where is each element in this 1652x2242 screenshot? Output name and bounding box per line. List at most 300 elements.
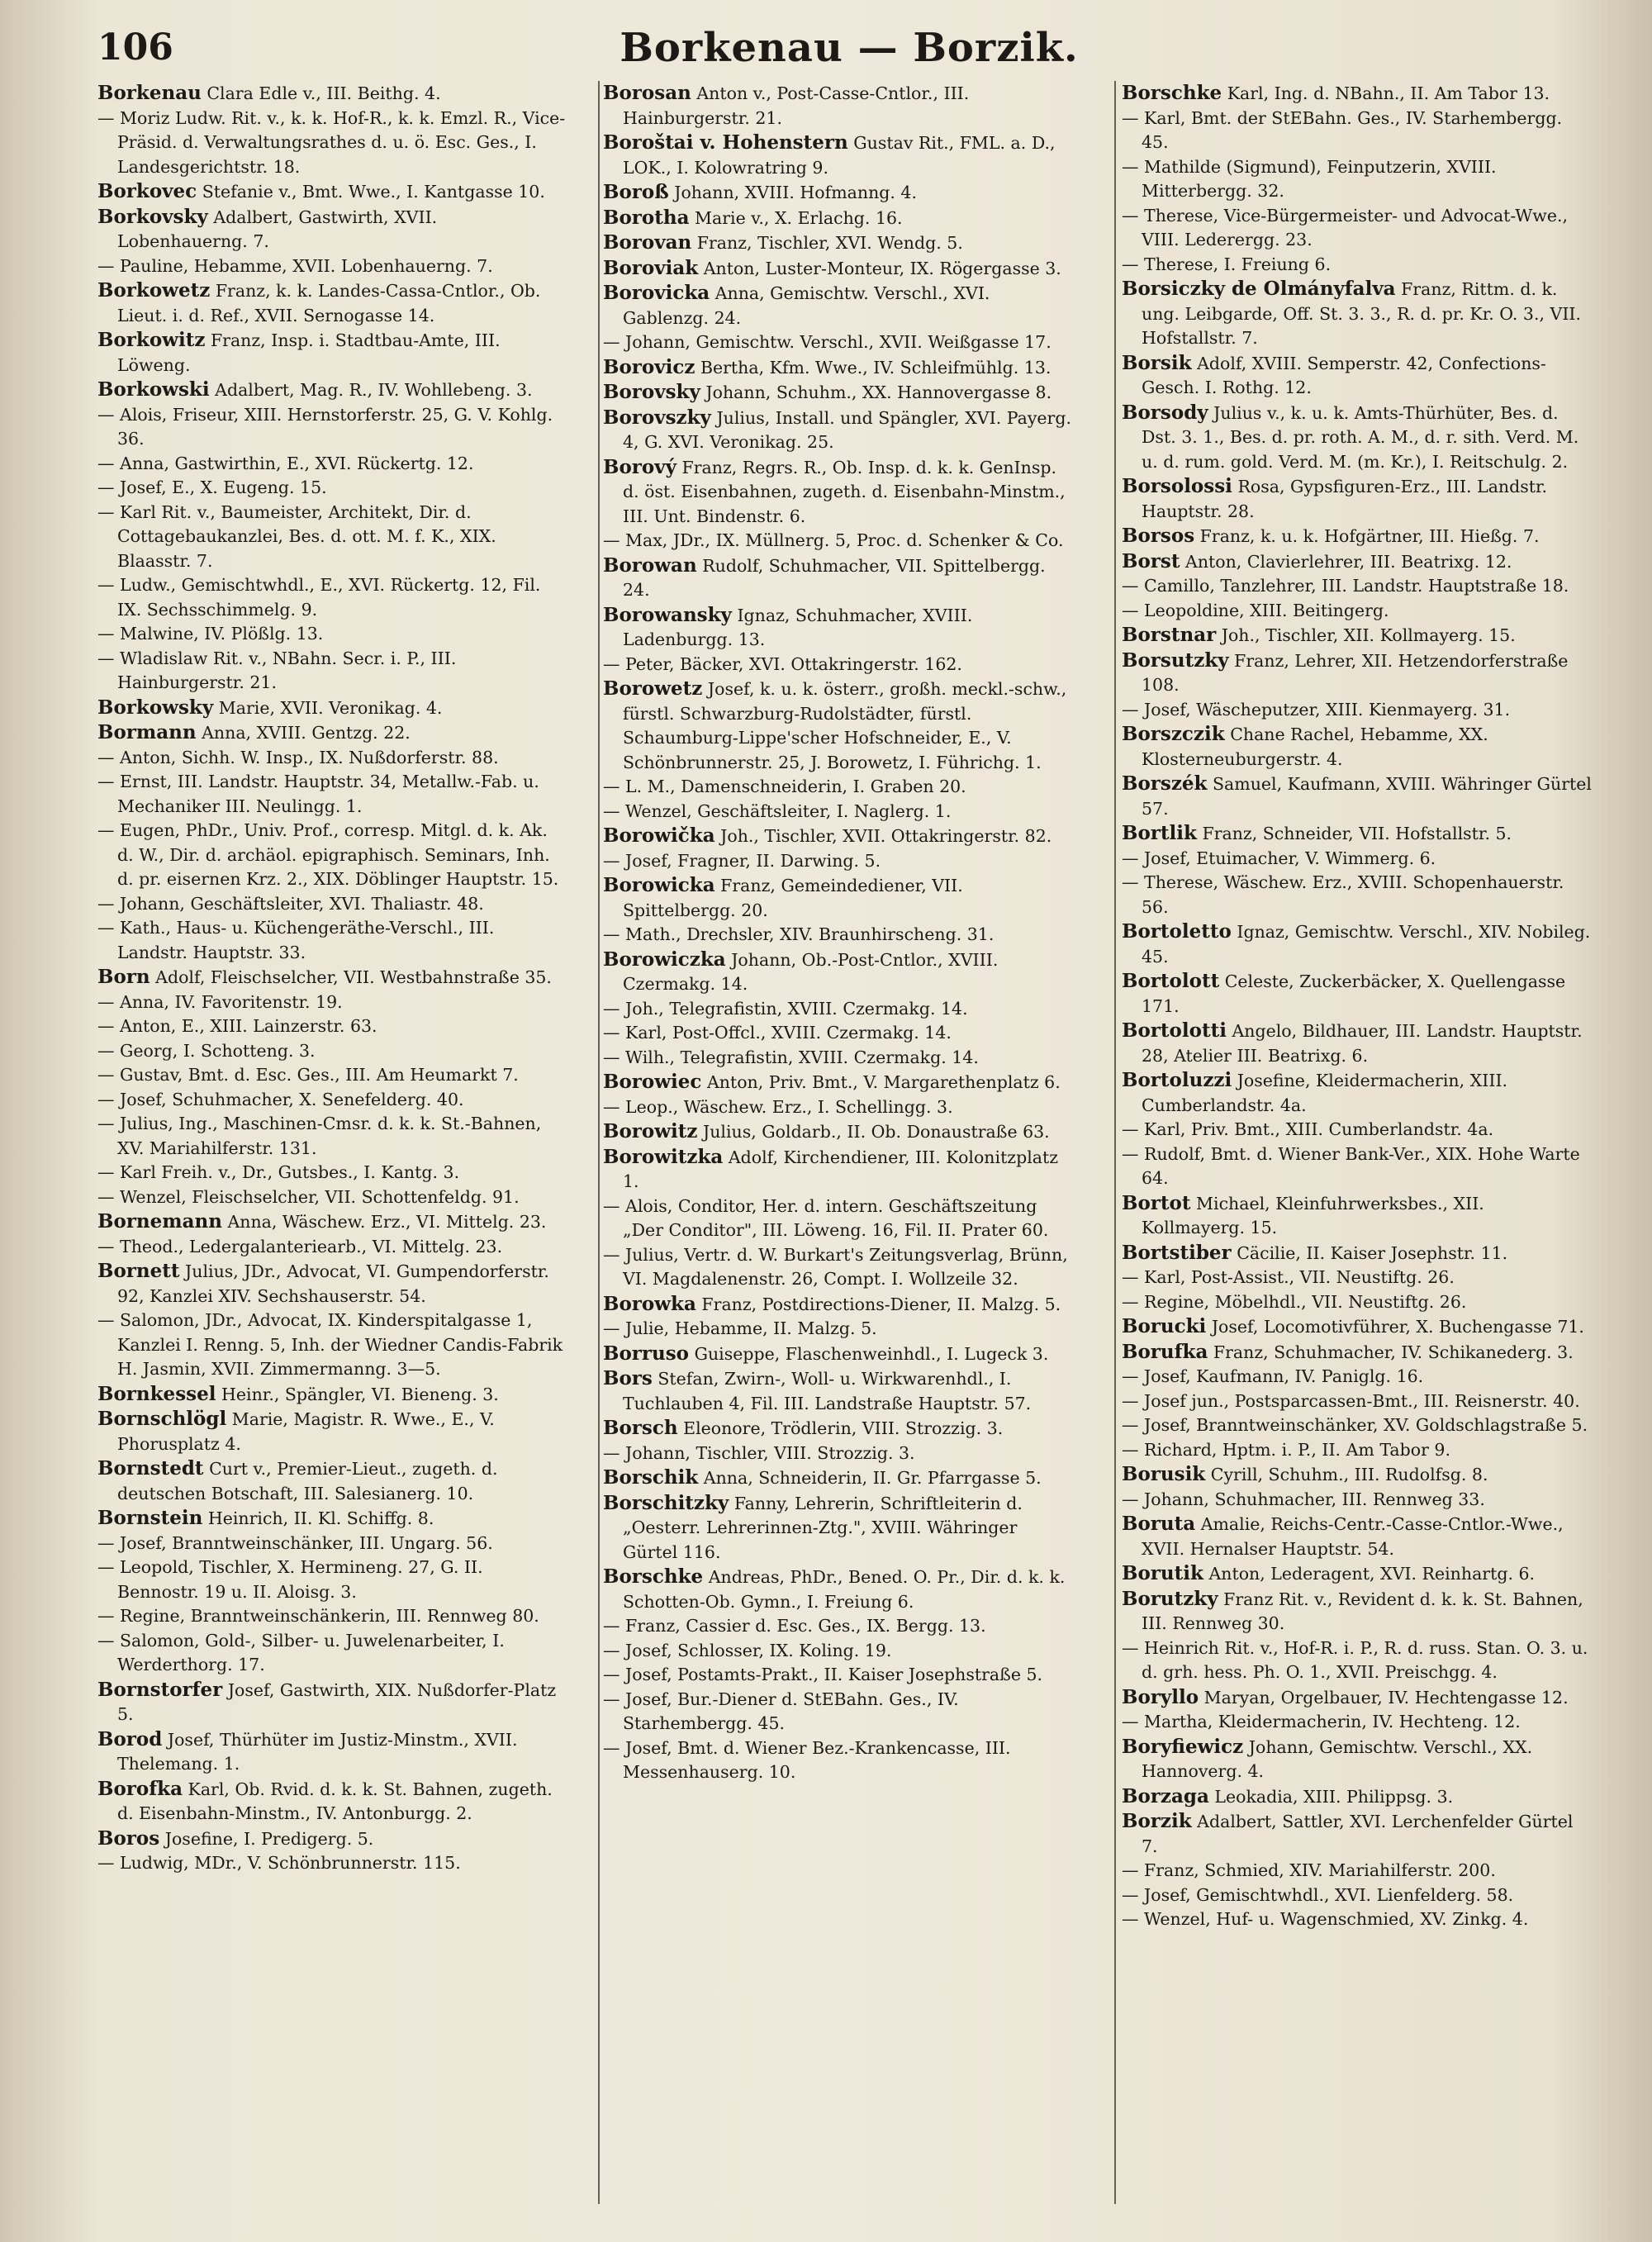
entry-text: Celeste, Zuckerbäcker, X. Quellengasse 171.: [1142, 971, 1566, 1016]
directory-entry: [97, 179, 568, 205]
directory-entry: [603, 1416, 1074, 1442]
directory-entry: [97, 1309, 568, 1382]
entry-surname: Borschik: [603, 1466, 699, 1489]
directory-entry: [603, 553, 1074, 603]
entry-surname: Boroß: [603, 181, 669, 203]
entry-text: Julius, Goldarb., II. Ob. Donaustraße 63.: [703, 1122, 1050, 1142]
directory-entry: [1122, 1118, 1593, 1142]
entry-text: — Josef, Branntweinschänker, III. Ungarg. 56.: [97, 1532, 493, 1553]
directory-entry: [1122, 1488, 1593, 1513]
directory-entry: [603, 256, 1074, 282]
entry-text: — Therese, Wäschew. Erz., XVIII. Schopenhauerstr. 56.: [1122, 872, 1564, 917]
directory-entry: [1122, 1290, 1593, 1315]
directory-entry: [97, 107, 568, 180]
entry-surname: Bortot: [1122, 1191, 1191, 1214]
directory-entry: [1122, 107, 1593, 155]
entry-surname: Borsolossi: [1122, 475, 1232, 497]
entry-surname: Borschke: [603, 1565, 704, 1588]
directory-entry: [1122, 722, 1593, 772]
directory-entry: [1122, 1587, 1593, 1636]
entry-surname: Borowansky: [603, 603, 732, 626]
entry-text: Bertha, Kfm. Wwe., IV. Schleifmühlg. 13.: [700, 357, 1051, 378]
entry-text: Anna, Gemischtw. Verschl., XVI. Gablenzg. 24.: [623, 283, 990, 328]
directory-entry: [603, 1195, 1074, 1243]
directory-entry: [603, 1736, 1074, 1785]
directory-entry: [97, 1259, 568, 1309]
directory-entry: [1122, 1389, 1593, 1414]
entry-surname: Bornkessel: [97, 1382, 216, 1405]
directory-entry: [97, 328, 568, 378]
directory-entry: [97, 720, 568, 746]
entry-text: — Josef, Etuimacher, V. Wimmerg. 6.: [1122, 848, 1436, 868]
directory-entry: [1122, 1019, 1593, 1068]
directory-entry: [1122, 1809, 1593, 1859]
directory-entry: [97, 1039, 568, 1064]
directory-entry: [1122, 1907, 1593, 1932]
directory-entry: [97, 1161, 568, 1185]
entry-surname: Borowicka: [603, 874, 715, 896]
entry-text: Julius, JDr., Advocat, VI. Gumpendorferstr. 92, Kanzlei XIV. Sechshauserstr. 54.: [117, 1261, 549, 1306]
entry-text: — Josef, Fragner, II. Darwing. 5.: [603, 850, 881, 871]
directory-entry: [1122, 1883, 1593, 1908]
directory-entry: [1122, 1413, 1593, 1438]
directory-entry: [1122, 1068, 1593, 1118]
entry-text: Franz Rit. v., Revident d. k. k. St. Bahnen, III. Rennweg 30.: [1142, 1589, 1583, 1633]
entry-surname: Borzaga: [1122, 1784, 1209, 1807]
directory-entry: [603, 131, 1074, 180]
directory-entry: [1122, 81, 1593, 107]
entry-text: Gustav Rit., FML. a. D., LOK., I. Kolowratring 9.: [623, 133, 1056, 178]
directory-entry: [603, 206, 1074, 231]
directory-entry: [603, 800, 1074, 824]
entry-text: — Wenzel, Huf- u. Wagenschmied, XV. Zinkg. 4.: [1122, 1909, 1529, 1929]
directory-entry: [97, 770, 568, 819]
entry-text: Heinrich, II. Kl. Schiffg. 8.: [207, 1508, 434, 1528]
entry-surname: Boryllo: [1122, 1685, 1199, 1708]
entry-surname: Borszczik: [1122, 723, 1225, 745]
entry-surname: Borsik: [1122, 351, 1192, 374]
entry-text: — Johann, Geschäftsleiter, XVI. Thaliastr. 48.: [97, 893, 484, 914]
entry-text: — Josef, E., X. Eugeng. 15.: [97, 477, 327, 497]
entry-surname: Borutik: [1122, 1562, 1203, 1584]
directory-entry: [97, 622, 568, 647]
entry-text: Rudolf, Schuhmacher, VII. Spittelbergg. 24.: [623, 555, 1046, 600]
entry-surname: Boryfiewicz: [1122, 1735, 1244, 1758]
entry-text: Amalie, Reichs-Centr.-Casse-Cntlor.-Wwe., XVII. Hernalser Hauptstr. 54.: [1142, 1514, 1564, 1559]
entry-text: Franz, Rittm. d. k. ung. Leibgarde, Off. St. 3. 3., R. d. pr. Kr. O. 3., VII. Hofstallstr. 7.: [1142, 279, 1582, 348]
directory-entry: [1122, 549, 1593, 575]
entry-text: Franz, Postdirections-Diener, II. Malzg. 5.: [701, 1294, 1061, 1314]
entry-surname: Bortolotti: [1122, 1019, 1227, 1042]
directory-entry: [603, 230, 1074, 256]
entry-surname: Borofka: [97, 1777, 183, 1800]
directory-entry: [1122, 969, 1593, 1019]
entry-text: Franz, Insp. i. Stadtbau-Amte, III. Löweng.: [117, 330, 501, 375]
directory-entry: [1122, 1784, 1593, 1810]
directory-entry: [1122, 1636, 1593, 1685]
entry-text: Adolf, Fleischselcher, VII. Westbahnstraße 35.: [155, 967, 552, 987]
entry-text: Chane Rachel, Hebamme, XX. Klosterneuburgerstr. 4.: [1142, 724, 1488, 769]
entry-text: Anton, Clavierlehrer, III. Beatrixg. 12.: [1185, 551, 1512, 572]
directory-entry: [603, 406, 1074, 455]
entry-text: Franz, Lehrer, XII. Hetzendorferstraße 108.: [1142, 650, 1569, 695]
entry-text: Julius, Install. und Spängler, XVI. Payerg. 4, G. XVI. Veronikag. 25.: [623, 407, 1071, 452]
entry-text: Marie, Magistr. R. Wwe., E., V. Phorusplatz 4.: [117, 1409, 495, 1454]
entry-surname: Born: [97, 966, 150, 988]
entry-text: — Anna, Gastwirthin, E., XVI. Rückertg. 12.: [97, 453, 474, 473]
entry-text: Adolf, Kirchendiener, III. Kolonitzplatz 1.: [623, 1147, 1059, 1191]
directory-entry: [1122, 401, 1593, 475]
directory-entry: [1122, 1314, 1593, 1340]
entry-surname: Borst: [1122, 549, 1180, 572]
entry-surname: Borovicz: [603, 355, 695, 378]
column-1: [97, 81, 568, 2212]
directory-entry: [603, 1614, 1074, 1639]
entry-text: — Regine, Möbelhdl., VII. Neustiftg. 26.: [1122, 1291, 1467, 1312]
entry-text: Josefine, Kleidermacherin, XIII. Cumberlandstr. 4a.: [1142, 1071, 1508, 1115]
directory-entry: [603, 529, 1074, 553]
entry-text: Adolf, XVIII. Semperstr. 42, Confections-Gesch. I. Rothg. 12.: [1142, 353, 1546, 397]
entry-surname: Borkovsky: [97, 205, 208, 228]
directory-entry: [97, 81, 568, 107]
directory-entry: [97, 1604, 568, 1629]
directory-entry: [603, 81, 1074, 131]
directory-entry: [603, 281, 1074, 330]
directory-entry: [1122, 1266, 1593, 1290]
entry-text: Eleonore, Trödlerin, VIII. Strozzig. 3.: [683, 1418, 1004, 1438]
directory-entry: [97, 1826, 568, 1852]
entry-text: — Julius, Vertr. d. W. Burkart's Zeitungsverlag, Brünn, VI. Magdalenenstr. 26, Compt. I. Wollzeile 32.: [603, 1244, 1068, 1289]
entry-surname: Bortolott: [1122, 970, 1220, 992]
entry-text: Fanny, Lehrerin, Schriftleiterin d. „Oesterr. Lehrerinnen-Ztg.", XVIII. Währinger Gürtel 116.: [623, 1493, 1023, 1562]
entry-text: Julius v., k. u. k. Amts-Thürhüter, Bes. d. Dst. 3. 1., Bes. d. pr. roth. A. M., d. r. sith. Verd. M. u. d. rum. gold. Verd. M. (m. Kr.), I. Reitschulg. 2.: [1142, 402, 1579, 472]
directory-entry: [97, 1506, 568, 1532]
directory-entry: [97, 892, 568, 917]
entry-surname: Borkowsky: [97, 696, 214, 719]
entry-text: — Wenzel, Fleischselcher, VII. Schottenfeldg. 91.: [97, 1186, 520, 1207]
entry-text: — Johann, Gemischtw. Verschl., XVII. Weißgasse 17.: [603, 332, 1051, 352]
entry-surname: Borowetz: [603, 677, 703, 700]
entry-text: — Georg, I. Schotteng. 3.: [97, 1040, 316, 1061]
entry-text: Anna, Wäschew. Erz., VI. Mittelg. 23.: [227, 1212, 547, 1232]
directory-entry: [97, 746, 568, 771]
directory-entry: [1122, 698, 1593, 723]
directory-entry: [603, 677, 1074, 775]
entry-text: — Gustav, Bmt. d. Esc. Ges., III. Am Heumarkt 7.: [97, 1065, 519, 1085]
entry-text: — Peter, Bäcker, XVI. Ottakringerstr. 162.: [603, 653, 962, 674]
entry-text: — Malwine, IV. Plößlg. 13.: [97, 624, 324, 644]
entry-surname: Boros: [97, 1826, 160, 1850]
entry-surname: Borosan: [603, 82, 691, 104]
entry-surname: Bors: [603, 1367, 653, 1389]
directory-entry: [603, 1243, 1074, 1292]
directory-entry: [603, 873, 1074, 923]
entry-surname: Borstnar: [1122, 624, 1217, 646]
entry-text: — Joh., Telegrafistin, XVIII. Czermakg. 14.: [603, 998, 968, 1019]
entry-surname: Borsody: [1122, 401, 1208, 424]
entry-text: Samuel, Kaufmann, XVIII. Währinger Gürtel 57.: [1142, 774, 1592, 819]
directory-entry: [1122, 1859, 1593, 1883]
directory-entry: [97, 1777, 568, 1826]
directory-entry: [97, 916, 568, 965]
entry-text: Cyrill, Schuhm., III. Rudolfsg. 8.: [1210, 1465, 1488, 1484]
entry-surname: Borowka: [603, 1292, 696, 1315]
directory-entry: [603, 1639, 1074, 1664]
directory-entry: [1122, 623, 1593, 648]
entry-text: — Wilh., Telegrafistin, XVIII. Czermakg. 14.: [603, 1047, 979, 1067]
entry-text: Anton, Lederagent, XVI. Reinhartg. 6.: [1208, 1564, 1536, 1584]
directory-entry: [603, 824, 1074, 849]
directory-entry: [603, 948, 1074, 997]
entry-surname: Borowitz: [603, 1120, 698, 1142]
directory-entry: [97, 254, 568, 279]
directory-entry: [97, 1556, 568, 1604]
entry-surname: Borutzky: [1122, 1587, 1218, 1610]
entry-text: Franz, Tischler, XVI. Wendg. 5.: [696, 233, 963, 253]
entry-surname: Borod: [97, 1727, 163, 1750]
entry-text: Karl, Ob. Rvid. d. k. k. St. Bahnen, zugeth. d. Eisenbahn-Minstm., IV. Antonburgg. 2.: [117, 1779, 553, 1823]
entry-text: — Anna, IV. Favoritenstr. 19.: [97, 991, 343, 1012]
entry-text: Franz, Schuhmacher, IV. Schikanederg. 3.: [1213, 1342, 1574, 1362]
directory-entry: [603, 1442, 1074, 1466]
entry-text: Franz, k. u. k. Hofgärtner, III. Hießg. 7.: [1199, 526, 1540, 546]
entry-surname: Borovan: [603, 231, 692, 254]
entry-text: — Karl Rit. v., Baumeister, Architekt, Dir. d. Cottagebaukanzlei, Bes. d. ott. M. f. K., XIX. Blaasstr. 7.: [97, 501, 496, 571]
entry-text: — Wenzel, Geschäftsleiter, I. Naglerg. 1.: [603, 800, 952, 821]
entry-surname: Borowička: [603, 824, 715, 847]
entry-surname: Bortlik: [1122, 822, 1197, 844]
entry-text: — Heinrich Rit. v., Hof-R. i. P., R. d. russ. Stan. O. 3. u. d. grh. hess. Ph. O. 1., XVII. Preischgg. 4.: [1122, 1637, 1588, 1682]
entry-text: — Ernst, III. Landstr. Hauptstr. 34, Metallw.-Fab. u. Mechaniker III. Neulingg. 1.: [97, 772, 539, 816]
directory-entry: [603, 1070, 1074, 1095]
entry-text: Joh., Tischler, XVII. Ottakringerstr. 82.: [720, 826, 1052, 846]
directory-entry: [1122, 1142, 1593, 1191]
directory-entry: [97, 1851, 568, 1876]
entry-text: Maryan, Orgelbauer, IV. Hechtengasse 12.: [1203, 1687, 1569, 1708]
entry-surname: Bornstedt: [97, 1457, 204, 1480]
entry-text: Franz, Schneider, VII. Hofstallstr. 5.: [1202, 824, 1512, 843]
entry-text: Marie, XVII. Veronikag. 4.: [218, 697, 443, 718]
entry-text: Clara Edle v., III. Beithg. 4.: [206, 83, 441, 103]
entry-surname: Bortstiber: [1122, 1241, 1232, 1264]
directory-entry: [97, 1532, 568, 1556]
directory-columns: [97, 81, 1601, 2212]
entry-surname: Borruso: [603, 1342, 690, 1365]
directory-entry: [603, 380, 1074, 406]
entry-text: Franz, Gemeindediener, VII. Spittelbergg. 20.: [623, 876, 963, 920]
entry-text: — Josef, Wäscheputzer, XIII. Kienmayerg. 31.: [1122, 699, 1511, 720]
entry-text: Johann, Ob.-Post-Cntlor., XVIII. Czermakg. 14.: [623, 949, 999, 994]
directory-entry: [1122, 1685, 1593, 1711]
entry-surname: Boroštai v. Hohenstern: [603, 131, 848, 154]
directory-entry: [603, 455, 1074, 530]
entry-text: Stefan, Zwirn-, Woll- u. Wirkwarenhdl., I. Tuchlauben 4, Fil. III. Landstraße Hauptstr. 57.: [623, 1369, 1032, 1413]
entry-text: — Karl, Post-Assist., VII. Neustiftg. 26.: [1122, 1267, 1455, 1287]
column-3: [1122, 81, 1593, 2212]
directory-entry: [97, 1014, 568, 1039]
entry-surname: Borkenau: [97, 82, 202, 104]
entry-text: Franz, Regrs. R., Ob. Insp. d. k. k. GenInsp. d. öst. Eisenbahnen, zugeth. d. Eisenbahn-Minstm., III. Unt. Bindenstr. 6.: [623, 457, 1066, 526]
entry-text: — Therese, I. Freiung 6.: [1122, 254, 1332, 274]
entry-text: — Mathilde (Sigmund), Feinputzerin, XVIII. Mitterbergg. 32.: [1122, 156, 1497, 201]
entry-surname: Borový: [603, 455, 676, 478]
entry-text: Adalbert, Gastwirth, XVII. Lobenhauerng. 7.: [117, 207, 438, 251]
directory-entry: [1122, 524, 1593, 549]
entry-surname: Borkowitz: [97, 329, 206, 351]
entry-text: Josef, Thürhüter im Justiz-Minstm., XVII. Thelemang. 1.: [117, 1729, 518, 1774]
entry-surname: Borufka: [1122, 1340, 1208, 1363]
entry-surname: Borschke: [1122, 82, 1222, 104]
directory-entry: [1122, 1365, 1593, 1389]
entry-surname: Borowiczka: [603, 948, 726, 971]
entry-text: Karl, Ing. d. NBahn., II. Am Tabor 13.: [1227, 83, 1550, 103]
directory-entry: [1122, 1241, 1593, 1266]
entry-text: Cäcilie, II. Kaiser Josephstr. 11.: [1237, 1242, 1508, 1263]
directory-entry: [97, 1112, 568, 1161]
directory-entry: [97, 1727, 568, 1777]
directory-entry: [97, 1185, 568, 1210]
entry-text: Angelo, Bildhauer, III. Landstr. Hauptstr. 28, Atelier III. Beatrixg. 6.: [1142, 1021, 1583, 1066]
entry-text: — Josef jun., Postsparcassen-Bmt., III. Reisnerstr. 40.: [1122, 1390, 1580, 1411]
entry-text: — Alois, Friseur, XIII. Hernstorferstr. 25, G. V. Kohlg. 36.: [97, 404, 553, 449]
entry-text: Adalbert, Sattler, XVI. Lerchenfelder Gürtel 7.: [1142, 1812, 1574, 1856]
entry-surname: Bortoluzzi: [1122, 1069, 1232, 1091]
directory-entry: [603, 330, 1074, 355]
directory-entry: [1122, 351, 1593, 401]
entry-text: — Theod., Ledergalanteriearb., VI. Mittelg. 23.: [97, 1236, 503, 1256]
entry-surname: Borkowski: [97, 378, 210, 401]
entry-text: Anton, Priv. Bmt., V. Margarethenplatz 6.: [706, 1072, 1061, 1092]
directory-entry: [1122, 648, 1593, 698]
entry-surname: Bornstorfer: [97, 1678, 223, 1701]
entry-text: Michael, Kleinfuhrwerksbes., XII. Kollmayerg. 15.: [1142, 1193, 1484, 1237]
directory-entry: [603, 603, 1074, 653]
entry-text: — Leop., Wäschew. Erz., I. Schellingg. 3.: [603, 1096, 953, 1117]
entry-surname: Borszék: [1122, 772, 1208, 795]
entry-text: Ignaz, Schuhmacher, XVIII. Ladenburgg. 13.: [623, 605, 973, 649]
entry-surname: Boroviak: [603, 256, 699, 279]
entry-text: Rosa, Gypsfiguren-Erz., III. Landstr. Hauptstr. 28.: [1142, 477, 1548, 521]
entry-text: Leokadia, XIII. Philippsg. 3.: [1214, 1786, 1454, 1807]
entry-surname: Borsiczky de Olmányfalva: [1122, 278, 1396, 300]
entry-text: — Salomon, Gold-, Silber- u. Juwelenarbeiter, I. Werderthorg. 17.: [97, 1630, 505, 1674]
directory-entry: [1122, 919, 1593, 969]
entry-text: Anton v., Post-Casse-Cntlor., III. Hainburgerstr. 21.: [623, 83, 970, 128]
entry-text: — Max, JDr., IX. Müllnerg. 5, Proc. d. Schenker & Co.: [603, 530, 1064, 550]
entry-surname: Borsutzky: [1122, 648, 1229, 672]
directory-entry: [603, 1663, 1074, 1688]
entry-surname: Borzik: [1122, 1810, 1192, 1832]
entry-text: — Karl Freih. v., Dr., Gutsbes., I. Kantg. 3.: [97, 1162, 460, 1182]
entry-text: Anton, Luster-Monteur, IX. Rögergasse 3.: [703, 258, 1061, 278]
directory-entry: [603, 180, 1074, 206]
directory-entry: [97, 1088, 568, 1113]
directory-entry: [97, 990, 568, 1015]
directory-entry: [1122, 155, 1593, 204]
entry-surname: Borschitzky: [603, 1491, 729, 1514]
entry-text: — Therese, Vice-Bürgermeister- und Advocat-Wwe., VIII. Lederergg. 23.: [1122, 205, 1568, 249]
entry-text: Stefanie v., Bmt. Wwe., I. Kantgasse 10.: [202, 182, 545, 202]
directory-entry: [97, 819, 568, 892]
directory-entry: [1122, 474, 1593, 524]
directory-entry: [1122, 599, 1593, 624]
entry-text: — Kath., Haus- u. Küchengeräthe-Verschl., III. Landstr. Hauptstr. 33.: [97, 918, 495, 962]
page-header: [97, 18, 1601, 76]
entry-text: Johann, Gemischtw. Verschl., XX. Hannoverg. 4.: [1142, 1736, 1533, 1781]
page-number: 106: [97, 26, 173, 69]
entry-surname: Borucki: [1122, 1315, 1207, 1337]
entry-surname: Borovicka: [603, 282, 710, 304]
entry-surname: Bornschlögl: [97, 1408, 227, 1430]
entry-surname: Borsos: [1122, 525, 1195, 547]
entry-text: — Camillo, Tanzlehrer, III. Landstr. Hauptstraße 18.: [1122, 576, 1569, 596]
entry-text: — Josef, Kaufmann, IV. Paniglg. 16.: [1122, 1366, 1424, 1386]
entry-surname: Boruta: [1122, 1513, 1196, 1535]
entry-text: — Anton, Sichh. W. Insp., IX. Nußdorferstr. 88.: [97, 747, 499, 767]
entry-surname: Bornett: [97, 1260, 180, 1282]
entry-text: Johann, XVIII. Hofmanng. 4.: [674, 183, 917, 202]
directory-entry: [603, 1046, 1074, 1071]
directory-entry: [97, 1382, 568, 1408]
entry-text: — Karl, Priv. Bmt., XIII. Cumberlandstr. 4a.: [1122, 1119, 1494, 1139]
entry-text: — Josef, Postamts-Prakt., II. Kaiser Josephstraße 5.: [603, 1665, 1043, 1684]
directory-entry: [603, 1565, 1074, 1614]
directory-entry: [97, 1407, 568, 1456]
directory-entry: [97, 452, 568, 477]
directory-entry: [1122, 204, 1593, 253]
entry-text: — Salomon, JDr., Advocat, IX. Kinderspitalgasse 1, Kanzlei I. Renng. 5, Inh. der Wiedner Candis-Fabrik H. Jasmin, XVII. Zimmermanng. 3—5.: [97, 1310, 563, 1379]
entry-text: — Richard, Hptm. i. P., II. Am Tabor 9.: [1122, 1439, 1450, 1460]
directory-entry: [603, 1095, 1074, 1120]
entry-text: — Karl, Bmt. der StEBahn. Ges., IV. Starhembergg. 45.: [1122, 107, 1563, 152]
directory-entry: [603, 1119, 1074, 1145]
entry-text: — Moriz Ludw. Rit. v., k. k. Hof-R., k. k. Emzl. R., Vice-Präsid. d. Verwaltungsrathes d. u. ö. Esc. Ges., I. Landesgerichtstr. 18.: [97, 107, 566, 177]
directory-entry: [1122, 1191, 1593, 1241]
entry-text: Josefine, I. Predigerg. 5.: [164, 1828, 374, 1849]
entry-surname: Bornstein: [97, 1507, 203, 1529]
entry-text: — Wladislaw Rit. v., NBahn. Secr. i. P., III. Hainburgerstr. 21.: [97, 648, 457, 692]
entry-text: — Johann, Tischler, VIII. Strozzig. 3.: [603, 1442, 915, 1463]
entry-text: Joh., Tischler, XII. Kollmayerg. 15.: [1221, 625, 1516, 645]
entry-text: — Josef, Bur.-Diener d. StEBahn. Ges., IV. Starhembergg. 45.: [603, 1689, 959, 1733]
directory-entry: [603, 1688, 1074, 1736]
directory-entry: [97, 647, 568, 696]
entry-text: Adalbert, Mag. R., IV. Wohllebeng. 3.: [215, 380, 533, 400]
directory-entry: [1122, 1710, 1593, 1735]
entry-text: Anna, Schneiderin, II. Gr. Pfarrgasse 5.: [703, 1468, 1042, 1488]
entry-surname: Borowitzka: [603, 1145, 724, 1168]
directory-entry: [97, 1629, 568, 1678]
entry-text: — Johann, Schuhmacher, III. Rennweg 33.: [1122, 1489, 1485, 1509]
entry-text: — Josef, Gemischtwhdl., XVI. Lienfelderg. 58.: [1122, 1884, 1514, 1905]
entry-text: — Julie, Hebamme, II. Malzg. 5.: [603, 1318, 877, 1338]
entry-text: — Anton, E., XIII. Lainzerstr. 63.: [97, 1016, 377, 1036]
directory-entry: [603, 1491, 1074, 1565]
directory-entry: [1122, 1512, 1593, 1561]
directory-entry: [97, 1456, 568, 1506]
directory-entry: [603, 1021, 1074, 1046]
entry-text: — Franz, Cassier d. Esc. Ges., IX. Bergg. 13.: [603, 1616, 986, 1636]
directory-entry: [603, 997, 1074, 1022]
entry-text: — Karl, Post-Offcl., XVIII. Czermakg. 14.: [603, 1023, 952, 1043]
entry-surname: Borowan: [603, 553, 697, 577]
directory-entry: [97, 965, 568, 990]
entry-text: — Martha, Kleidermacherin, IV. Hechteng. 12.: [1122, 1712, 1521, 1731]
directory-entry: [603, 1292, 1074, 1318]
directory-entry: [97, 573, 568, 622]
entry-text: — Josef, Branntweinschänker, XV. Goldschlagstraße 5.: [1122, 1415, 1588, 1435]
directory-entry: [1122, 1735, 1593, 1784]
